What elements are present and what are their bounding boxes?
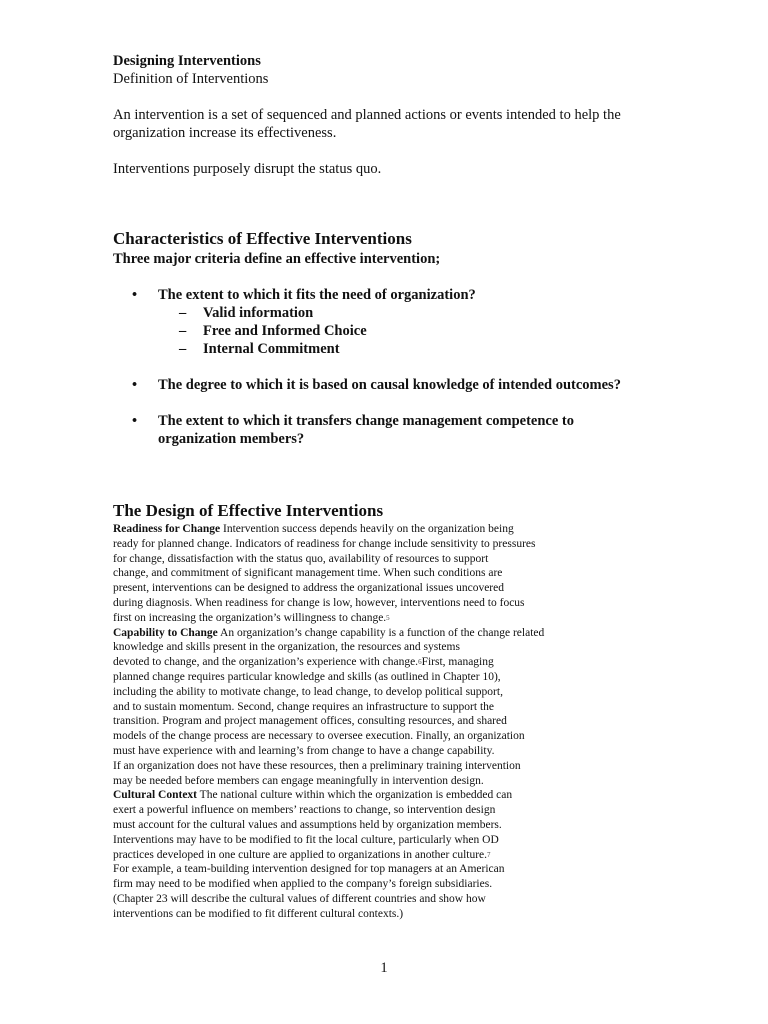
dash-icon: – [179, 305, 187, 321]
criteria-item [113, 412, 673, 448]
cultural-text: The national culture within which the organization is embedded can [197, 789, 513, 802]
cultural-line: exert a powerful influence on members’ reactions to change, so intervention design [113, 804, 496, 817]
sub-criteria-item [158, 322, 673, 340]
dash-icon: – [179, 341, 187, 357]
cultural-text: practices developed in one culture are applied to organizations in another culture. [113, 848, 488, 861]
capability-text: First, managing [421, 656, 494, 669]
cultural-line: Interventions may have to be modified to fit the local culture, particularly when OD [113, 833, 499, 846]
capability-text: devoted to change, and the organization’s experience with change. [113, 656, 419, 669]
readiness-line: during diagnosis. When readiness for change is low, however, interventions need to focus [113, 596, 525, 609]
cultural-line: interventions can be modified to fit different cultural contexts.) [113, 907, 404, 920]
footnote-ref: 5 [386, 613, 390, 622]
readiness-line: change, and commitment of significant management time. When such conditions are [113, 567, 503, 580]
sub-criteria-text: Valid information [203, 305, 314, 321]
page-number: 1 [380, 960, 388, 976]
criteria-text: The degree to which it is based on causal knowledge of intended outcomes? [158, 377, 621, 393]
cultural-line-note [113, 848, 673, 863]
capability-line: If an organization does not have these resources, then a preliminary training intervention [113, 759, 521, 772]
bullet-icon: • [132, 287, 138, 303]
document-page [113, 52, 673, 922]
page-title: Designing Interventions [113, 53, 261, 69]
criteria-text-line: organization members? [158, 431, 305, 447]
readiness-line-last [113, 611, 673, 626]
capability-line: including the ability to motivate change, to lead change, to develop political support, [113, 685, 503, 698]
sub-criteria-item [158, 304, 673, 322]
readiness-line: for change, dissatisfaction with the status quo, availability of resources to support [113, 552, 489, 565]
cultural-line: (Chapter 23 will describe the cultural values of different countries and show how [113, 892, 486, 905]
definition-line-1: An intervention is a set of sequenced and planned actions or events intended to help the [113, 107, 621, 123]
cultural-paragraph-start [113, 788, 673, 803]
criteria-item [113, 286, 673, 358]
sub-criteria-text: Internal Commitment [203, 341, 340, 357]
dash-icon: – [179, 323, 187, 339]
criteria-text: The extent to which it fits the need of organization? [158, 287, 476, 303]
bullet-icon: • [132, 413, 138, 429]
capability-text: An organization’s change capability is a function of the change related [217, 626, 545, 639]
readiness-line: present, interventions can be designed to address the organizational issues uncovered [113, 582, 504, 595]
sub-criteria-item [158, 340, 673, 358]
cultural-line: For example, a team-building intervention designed for top managers at an American [113, 863, 505, 876]
readiness-paragraph-start [113, 522, 673, 537]
capability-line: models of the change process are necessary to oversee execution. Finally, an organization [113, 730, 525, 743]
criteria-text-line: The extent to which it transfers change management competence to [158, 413, 574, 429]
readiness-text: Intervention success depends heavily on the organization being [220, 523, 514, 535]
sub-criteria-text: Free and Informed Choice [203, 323, 367, 339]
definition-line-2: organization increase its effectiveness. [113, 125, 337, 141]
criteria-item [113, 376, 673, 394]
capability-line-note [113, 655, 673, 670]
design-heading: The Design of Effective Interventions [113, 501, 384, 520]
cultural-label: Cultural Context [113, 789, 198, 802]
criteria-intro: Three major criteria define an effective intervention; [113, 251, 441, 267]
sub-criteria-list [158, 304, 673, 358]
criteria-list [113, 286, 673, 448]
section-subtitle: Definition of Interventions [113, 71, 269, 87]
disrupt-statement: Interventions purposely disrupt the status quo. [113, 161, 382, 177]
cultural-line: firm may need to be modified when applied to the company’s foreign subsidiaries. [113, 878, 493, 891]
readiness-label: Readiness for Change [113, 523, 221, 535]
capability-line: must have experience with and learning’s from change to have a change capability. [113, 744, 495, 757]
capability-label: Capability to Change [113, 626, 218, 639]
cultural-line: must account for the cultural values and assumptions held by organization members. [113, 818, 502, 831]
footnote-ref: 6 [418, 658, 422, 667]
bullet-icon: • [132, 377, 138, 393]
capability-paragraph-start [113, 626, 673, 641]
footnote-ref: 7 [487, 850, 491, 859]
capability-line: may be needed before members can engage meaningfully in intervention design. [113, 774, 484, 787]
characteristics-heading: Characteristics of Effective Interventions [113, 229, 412, 248]
capability-line: and to sustain momentum. Second, change requires an infrastructure to support the [113, 700, 494, 713]
capability-line: transition. Program and project management offices, consulting resources, and shared [113, 715, 507, 728]
capability-line: knowledge and skills present in the organization, the resources and systems [113, 641, 460, 654]
capability-line: planned change requires particular knowledge and skills (as outlined in Chapter 10), [113, 670, 501, 683]
readiness-text: first on increasing the organization’s willingness to change. [113, 611, 387, 624]
readiness-line: ready for planned change. Indicators of readiness for change include sensitivity to pressures [113, 537, 536, 550]
